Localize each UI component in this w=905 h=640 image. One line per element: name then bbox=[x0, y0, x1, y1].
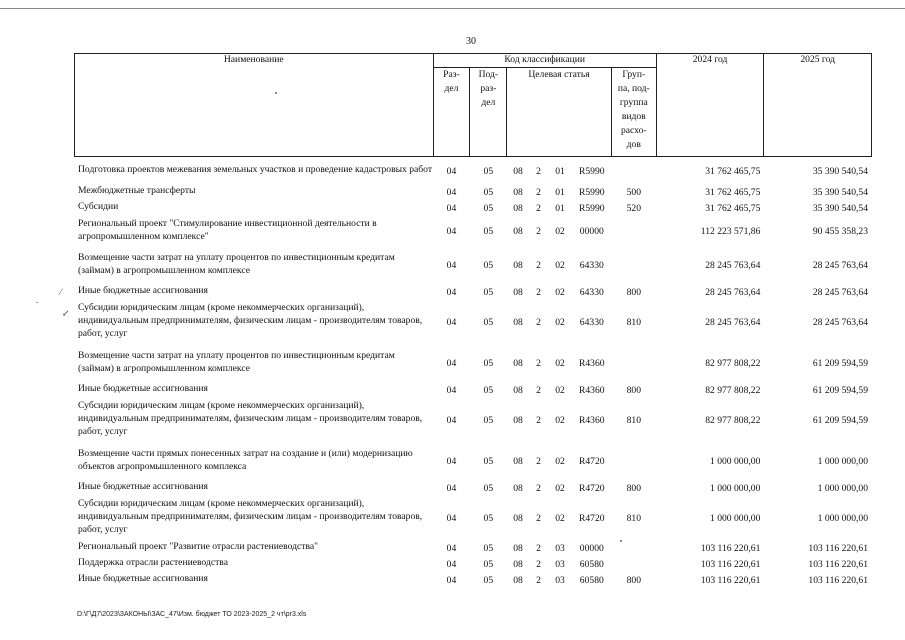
row-amount-2024: 112 223 571,86 bbox=[700, 226, 761, 237]
row-project-code: 02 bbox=[555, 385, 565, 396]
row-program-code: 08 bbox=[513, 166, 523, 177]
row-expense-group: 800 bbox=[626, 483, 641, 494]
row-direction-code: R5990 bbox=[578, 203, 605, 214]
row-project-code: 02 bbox=[555, 260, 565, 271]
row-program-code: 08 bbox=[513, 483, 523, 494]
row-amount-2024: 28 245 763,64 bbox=[705, 287, 761, 298]
row-name: Региональный проект "Развитие отрасли растениеводства" bbox=[78, 541, 319, 552]
header-section: Раз- дел bbox=[433, 68, 470, 157]
row-project-code: 02 bbox=[555, 483, 565, 494]
row-name: Иные бюджетные ассигнования bbox=[78, 383, 208, 394]
row-amount-2025: 61 209 594,59 bbox=[812, 358, 868, 369]
row-amount-2024: 31 762 465,75 bbox=[705, 187, 761, 198]
row-name: Иные бюджетные ассигнования bbox=[78, 573, 208, 584]
row-section-code: 04 bbox=[446, 287, 457, 298]
row-subsection-code: 05 bbox=[483, 385, 494, 396]
row-project-code: 02 bbox=[555, 456, 565, 467]
table-row bbox=[75, 555, 872, 571]
row-expense-group bbox=[611, 157, 656, 183]
header-target-article: Целевая статья bbox=[507, 68, 611, 157]
row-program-code: 08 bbox=[513, 317, 523, 328]
table-row bbox=[75, 479, 872, 495]
header-year-2025: 2025 год bbox=[764, 54, 872, 157]
row-section-code: 04 bbox=[446, 187, 457, 198]
row-subprogram-code: 2 bbox=[536, 385, 541, 396]
row-subprogram-code: 2 bbox=[536, 317, 541, 328]
row-section-code: 04 bbox=[446, 559, 457, 570]
row-project-code: 02 bbox=[555, 226, 565, 237]
table-row bbox=[75, 215, 872, 245]
row-section-code: 04 bbox=[446, 260, 457, 271]
row-subsection-code: 05 bbox=[483, 513, 494, 524]
row-name: Иные бюджетные ассигнования bbox=[78, 285, 208, 296]
row-project-code: 02 bbox=[555, 358, 565, 369]
row-expense-group: 810 bbox=[626, 513, 641, 524]
row-project-code: 02 bbox=[555, 287, 565, 298]
row-direction-code: 60580 bbox=[579, 575, 604, 586]
row-section-code: 04 bbox=[446, 456, 457, 467]
row-subprogram-code: 2 bbox=[536, 483, 541, 494]
row-expense-group bbox=[611, 215, 656, 245]
row-amount-2024: 1 000 000,00 bbox=[710, 513, 761, 524]
header-year-2024: 2024 год bbox=[656, 54, 764, 157]
row-name: Субсидии юридическим лицам (кроме некоммерческих организаций), индивидуальным предпринимателям, физическим лицам - производителям товаров, работ, услуг bbox=[78, 302, 423, 339]
row-project-code: 02 bbox=[555, 317, 565, 328]
row-expense-group: 800 bbox=[626, 385, 641, 396]
row-direction-code: R4360 bbox=[578, 385, 605, 396]
row-amount-2024: 82 977 808,22 bbox=[705, 358, 761, 369]
row-amount-2025: 103 116 220,61 bbox=[808, 559, 868, 570]
row-project-code: 03 bbox=[555, 559, 565, 570]
table-row bbox=[75, 245, 872, 283]
row-amount-2025: 103 116 220,61 bbox=[808, 575, 868, 586]
table-row bbox=[75, 495, 872, 539]
row-amount-2024: 103 116 220,61 bbox=[700, 559, 761, 570]
row-section-code: 04 bbox=[446, 226, 457, 237]
row-section-code: 04 bbox=[446, 317, 457, 328]
row-direction-code: 64330 bbox=[579, 260, 604, 271]
table-row bbox=[75, 199, 872, 215]
row-amount-2024: 28 245 763,64 bbox=[705, 317, 761, 328]
row-amount-2025: 90 455 358,23 bbox=[812, 226, 868, 237]
row-subprogram-code: 2 bbox=[536, 543, 541, 554]
row-name: Межбюджетные трансферты bbox=[78, 185, 196, 196]
row-subprogram-code: 2 bbox=[536, 415, 541, 426]
handwritten-tick: - bbox=[36, 298, 39, 306]
row-name: Иные бюджетные ассигнования bbox=[78, 481, 208, 492]
row-project-code: 02 bbox=[555, 415, 565, 426]
row-direction-code: R4360 bbox=[578, 358, 605, 369]
row-amount-2024: 82 977 808,22 bbox=[705, 415, 761, 426]
row-amount-2025: 28 245 763,64 bbox=[812, 287, 868, 298]
row-direction-code: R5990 bbox=[578, 166, 605, 177]
row-project-code: 03 bbox=[555, 575, 565, 586]
row-program-code: 08 bbox=[513, 559, 523, 570]
row-section-code: 04 bbox=[446, 415, 457, 426]
row-expense-group: 500 bbox=[626, 187, 641, 198]
row-section-code: 04 bbox=[446, 203, 457, 214]
row-name: Субсидии юридическим лицам (кроме некоммерческих организаций), индивидуальным предпринимателям, физическим лицам - производителям товаров, работ, услуг bbox=[78, 400, 423, 437]
table-row bbox=[75, 299, 872, 343]
row-subprogram-code: 2 bbox=[536, 559, 541, 570]
row-expense-group bbox=[611, 441, 656, 479]
row-amount-2025: 28 245 763,64 bbox=[812, 260, 868, 271]
scan-speck bbox=[620, 540, 622, 542]
row-amount-2025: 1 000 000,00 bbox=[817, 513, 868, 524]
row-program-code: 08 bbox=[513, 358, 523, 369]
row-expense-group bbox=[611, 555, 656, 571]
row-amount-2024: 31 762 465,75 bbox=[705, 203, 761, 214]
row-name: Субсидии bbox=[78, 201, 119, 212]
row-program-code: 08 bbox=[513, 260, 523, 271]
row-name: Поддержка отрасли растениеводства bbox=[78, 557, 228, 568]
row-subsection-code: 05 bbox=[483, 483, 494, 494]
page-number: 30 bbox=[466, 36, 476, 47]
row-expense-group: 800 bbox=[626, 287, 641, 298]
row-subsection-code: 05 bbox=[483, 543, 494, 554]
row-amount-2025: 61 209 594,59 bbox=[812, 415, 868, 426]
row-amount-2025: 35 390 540,54 bbox=[812, 203, 868, 214]
row-expense-group: 800 bbox=[626, 575, 641, 586]
row-amount-2024: 82 977 808,22 bbox=[705, 385, 761, 396]
row-subsection-code: 05 bbox=[483, 260, 494, 271]
row-amount-2024: 1 000 000,00 bbox=[710, 456, 761, 467]
row-subprogram-code: 2 bbox=[536, 226, 541, 237]
row-subsection-code: 05 bbox=[483, 187, 494, 198]
row-expense-group bbox=[611, 539, 656, 555]
table-row bbox=[75, 343, 872, 381]
row-subprogram-code: 2 bbox=[536, 513, 541, 524]
row-name: Возмещение части затрат на уплату процентов по инвестиционным кредитам (займам) в агропромышленном комплексе bbox=[78, 251, 395, 276]
row-subprogram-code: 2 bbox=[536, 358, 541, 369]
row-expense-group bbox=[611, 343, 656, 381]
row-direction-code: R5990 bbox=[578, 187, 605, 198]
row-amount-2025: 61 209 594,59 bbox=[812, 385, 868, 396]
table-row bbox=[75, 397, 872, 441]
row-program-code: 08 bbox=[513, 385, 523, 396]
row-name: Региональный проект "Стимулирование инвестиционной деятельности в агропромышленном комплексе" bbox=[78, 217, 377, 242]
handwritten-arrow-mark: ↙ bbox=[62, 308, 70, 318]
row-project-code: 01 bbox=[555, 187, 565, 198]
row-direction-code: R4720 bbox=[578, 513, 605, 524]
row-program-code: 08 bbox=[513, 543, 523, 554]
row-subsection-code: 05 bbox=[483, 226, 494, 237]
row-program-code: 08 bbox=[513, 226, 523, 237]
row-amount-2025: 103 116 220,61 bbox=[808, 543, 868, 554]
row-subsection-code: 05 bbox=[483, 287, 494, 298]
row-program-code: 08 bbox=[513, 575, 523, 586]
row-program-code: 08 bbox=[513, 203, 523, 214]
row-section-code: 04 bbox=[446, 513, 457, 524]
row-subsection-code: 05 bbox=[483, 575, 494, 586]
row-name: Возмещение части затрат на уплату процентов по инвестиционным кредитам (займам) в агропромышленном комплексе bbox=[78, 349, 395, 374]
row-section-code: 04 bbox=[446, 385, 457, 396]
row-direction-code: R4720 bbox=[578, 483, 605, 494]
row-expense-group: 520 bbox=[626, 203, 641, 214]
row-subsection-code: 05 bbox=[483, 203, 494, 214]
row-amount-2024: 31 762 465,75 bbox=[705, 166, 761, 177]
row-subprogram-code: 2 bbox=[536, 166, 541, 177]
row-program-code: 08 bbox=[513, 456, 523, 467]
row-program-code: 08 bbox=[513, 415, 523, 426]
row-project-code: 02 bbox=[555, 513, 565, 524]
row-amount-2024: 1 000 000,00 bbox=[710, 483, 761, 494]
row-program-code: 08 bbox=[513, 513, 523, 524]
row-subsection-code: 05 bbox=[483, 415, 494, 426]
row-expense-group bbox=[611, 245, 656, 283]
row-project-code: 01 bbox=[555, 166, 565, 177]
row-subprogram-code: 2 bbox=[536, 260, 541, 271]
row-subprogram-code: 2 bbox=[536, 287, 541, 298]
row-expense-group: 810 bbox=[626, 415, 641, 426]
row-subprogram-code: 2 bbox=[536, 456, 541, 467]
row-subprogram-code: 2 bbox=[536, 575, 541, 586]
row-section-code: 04 bbox=[446, 483, 457, 494]
row-section-code: 04 bbox=[446, 358, 457, 369]
row-amount-2025: 28 245 763,64 bbox=[812, 317, 868, 328]
header-expense-group: Груп- па, под- группа видов расхо- дов bbox=[611, 68, 656, 157]
row-direction-code: 60580 bbox=[579, 559, 604, 570]
row-name: Подготовка проектов межевания земельных участков и проведение кадастровых работ bbox=[78, 164, 433, 175]
table-row bbox=[75, 381, 872, 397]
row-section-code: 04 bbox=[446, 166, 457, 177]
header-name: Наименование bbox=[75, 54, 434, 157]
row-direction-code: R4720 bbox=[578, 456, 605, 467]
header-subsection: Под- раз- дел bbox=[470, 68, 507, 157]
table-row bbox=[75, 539, 872, 555]
table-row bbox=[75, 183, 872, 199]
row-amount-2024: 103 116 220,61 bbox=[700, 543, 761, 554]
file-path-footer: D:\Г\Д7\2023\ЗАКОНЫ\ЗАС_47\Изм. бюджет ТО 2023-2025_2 чт\pr3.xls bbox=[77, 611, 307, 618]
row-direction-code: 00000 bbox=[579, 226, 604, 237]
row-section-code: 04 bbox=[446, 543, 457, 554]
table-row bbox=[75, 157, 872, 183]
header-classification: Код классификации bbox=[433, 54, 656, 68]
row-subprogram-code: 2 bbox=[536, 187, 541, 198]
row-program-code: 08 bbox=[513, 287, 523, 298]
row-amount-2025: 35 390 540,54 bbox=[812, 166, 868, 177]
scan-speck bbox=[275, 92, 277, 94]
row-subsection-code: 05 bbox=[483, 559, 494, 570]
row-project-code: 01 bbox=[555, 203, 565, 214]
row-program-code: 08 bbox=[513, 187, 523, 198]
row-direction-code: 00000 bbox=[579, 543, 604, 554]
table-row bbox=[75, 441, 872, 479]
handwritten-mark: ⁄ bbox=[60, 287, 62, 297]
table-row bbox=[75, 571, 872, 587]
row-section-code: 04 bbox=[446, 575, 457, 586]
row-direction-code: 64330 bbox=[579, 287, 604, 298]
row-subsection-code: 05 bbox=[483, 166, 494, 177]
row-amount-2025: 1 000 000,00 bbox=[817, 456, 868, 467]
row-subprogram-code: 2 bbox=[536, 203, 541, 214]
row-amount-2025: 1 000 000,00 bbox=[817, 483, 868, 494]
row-name: Субсидии юридическим лицам (кроме некоммерческих организаций), индивидуальным предпринимателям, физическим лицам - производителям товаров, работ, услуг bbox=[78, 498, 423, 535]
row-subsection-code: 05 bbox=[483, 358, 494, 369]
row-direction-code: R4360 bbox=[578, 415, 605, 426]
row-direction-code: 64330 bbox=[579, 317, 604, 328]
table-row bbox=[75, 283, 872, 299]
row-amount-2025: 35 390 540,54 bbox=[812, 187, 868, 198]
row-amount-2024: 28 245 763,64 bbox=[705, 260, 761, 271]
row-expense-group: 810 bbox=[626, 317, 641, 328]
row-project-code: 03 bbox=[555, 543, 565, 554]
budget-table bbox=[74, 53, 872, 587]
row-amount-2024: 103 116 220,61 bbox=[700, 575, 761, 586]
header-row-1 bbox=[75, 54, 872, 68]
row-name: Возмещение части прямых понесенных затрат на создание и (или) модернизацию объектов агропромышленного комплекса bbox=[78, 447, 413, 472]
row-subsection-code: 05 bbox=[483, 456, 494, 467]
row-subsection-code: 05 bbox=[483, 317, 494, 328]
page-top-rule bbox=[0, 8, 905, 9]
